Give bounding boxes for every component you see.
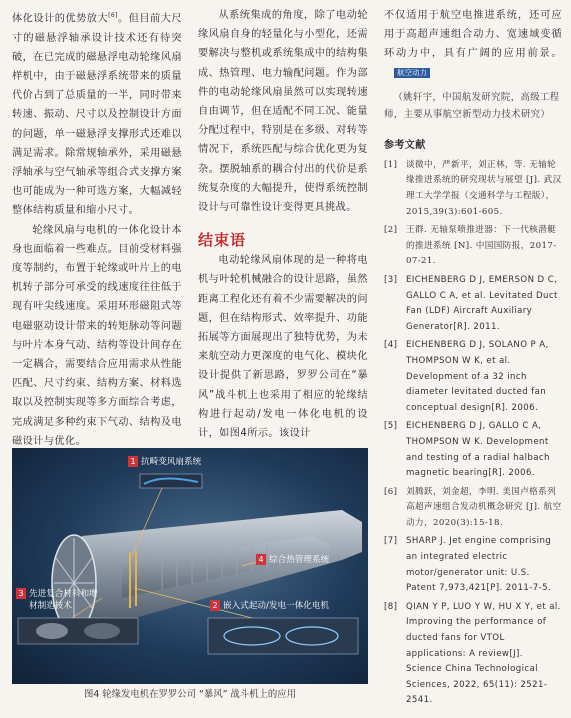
engine-illustration: [12, 448, 368, 684]
reference-item: [384, 273, 562, 335]
reference-list: [384, 158, 562, 709]
figure-caption: 图4 轮缘发电机在罗罗公司 “暴风” 战斗机上的应用: [83, 689, 297, 700]
citation-marker: [6]: [108, 12, 118, 19]
paragraph: 不仅适用于航空电推进系统，还可应用于高超声速组合动力、宽速域变循环动力中，具有广阔的应用前景。航空动力: [384, 10, 562, 77]
reference-item: [384, 534, 562, 596]
paragraph: 电动轮缘风扇体现的是一种将电机与叶轮机械融合的设计思路，虽然距离工程化还有着不少需要解决的问题，但在结构形式、效率提升、功能拓展等方面展现出了独特优势，为未来航空动力更深度的电气化、模块化设计提供了新思路，罗罗公司在“暴风”战斗机上也采用了相应的轮缘结构进行起动/发电一体化电机的设计，如图4所示。该设计: [198, 255, 368, 440]
paragraph: 轮缘风扇与电机的一体化设计本身也面临着一些难点。目前受材料强度等制约，布置于轮缘或叶片上的电机转子部分可承受的线速度往往低于现有叶尖线速度。采用环形磁阻式等电磁驱动设计带来的转矩脉动等问题与叶片本身气动、结构等设计间存在一定耦合，需要结合应用需求从性能匹配、尺寸约束、结构方案、材料选取以及控制实现等多方面综合考虑，完成满足多种约束下气动、结构及电磁设计与优化。: [12, 224, 182, 447]
paragraph: 体化设计的优势放大[6]。但目前大尺寸的磁悬浮轴承设计技术还有待突破，在已完成的磁悬浮电动轮缘风扇样机中，由于磁悬浮系统带来的质量代价占到了总质量的一半，同时带来转速、振动、尺寸以及控制设计方面的问题，单一磁悬浮支撑形式还难以满足需求。除常规轴承外，采用磁悬浮轴承与空气轴承等组合式支撑方案也可能成为一种可选方案，大幅减轻整体结构质量和缩小尺寸。: [12, 12, 182, 217]
callout-integrated-generator: 2 嵌入式起动/发电一体化电机: [210, 600, 329, 612]
reference-item: [384, 158, 562, 220]
reference-number: [8]: [384, 601, 398, 612]
engine-figure: [12, 448, 368, 684]
callout-materials: 3 先进复合材料和增材制造技术: [16, 588, 104, 612]
reference-text: QIAN Y P, LUO Y W, HU X Y, et al. Improving the performance of ducted fans for VTOL applications: A review[J]. Science China Technological Sciences, 2022, 65(11): 2521-2541.: [406, 601, 561, 706]
body-column-2: [198, 6, 368, 443]
reference-item: [384, 223, 562, 270]
reference-text: SHARP J. Jet engine comprising an integrated electric motor/generator unit: U.S. Patent 7,973,421[P]. 2011-7-5.: [406, 536, 552, 594]
callout-thermal-management: 4 综合热管理系统: [256, 554, 329, 566]
body-column-1: [12, 6, 182, 451]
reference-number: [3]: [384, 274, 398, 285]
reference-item: [384, 338, 562, 416]
reference-number: [2]: [384, 225, 398, 236]
reference-item: [384, 419, 562, 481]
reference-item: [384, 485, 562, 532]
reference-number: [6]: [384, 486, 398, 497]
reference-text: EICHENBERG D J, GALLO C A, THOMPSON W K. Development and testing of a radial halbach magnetic bearing[R]. 2006.: [406, 421, 550, 479]
body-column-3: [384, 6, 562, 709]
reference-text: 谈微中，严新平，刘正林，等. 无轴轮缘推进系统的研究现状与展望 [J]. 武汉理工大学学报（交通科学与工程版），2015,39(3):601-605.: [406, 159, 562, 217]
reference-text: 刘腾跃，刘金超，李明. 美国卢格系列高超声速组合发动机概念研究 [J]. 航空动力，2020(3):15-18.: [406, 486, 562, 528]
reference-number: [7]: [384, 536, 398, 547]
section-title: 结束语: [198, 231, 247, 250]
reference-number: [5]: [384, 421, 398, 432]
reference-number: [4]: [384, 340, 398, 351]
reference-item: [384, 600, 562, 709]
callout-fan-system: 1 抗畸变风扇系统: [128, 456, 201, 468]
references-title: 参考文献: [384, 139, 426, 151]
reference-text: EICHENBERG D J, SOLANO P A, THOMPSON W K, et al. Development of a 32 inch diameter levitated ducted fan conceptual design[R]. 2006.: [406, 340, 549, 413]
paragraph: 从系统集成的角度，除了电动轮缘风扇自身的轻量化与小型化，还需要解决与整机或系统集成中的结构集成、热管理、电力输配问题。作为部件的电动轮缘风扇虽然可以实现转速自由调节，但在适配不同工况、能量分配过程中，特别是在多级、对转等情况下，系统匹配与综合优化更为复杂。摆脱轴系的耦合付出的代价是系统复杂度的大幅提升，使得系统控制设计与可靠性设计变得更具挑战。: [198, 10, 368, 214]
author-note: （姚轩宇，中国航发研究院，高级工程师，主要从事航空新型动力技术研究）: [384, 91, 560, 120]
reference-text: EICHENBERG D J, EMERSON D C, GALLO C A, et al. Levitated Duct Fan (LDF) Aircraft Auxiliary Generator[R]. 2011.: [406, 274, 558, 332]
reference-text: 王群. 无轴泵喷推进器：下一代核潜艇的推进系统 [N]. 中国国防报，2017-07-21.: [406, 225, 557, 267]
reference-number: [1]: [384, 159, 398, 170]
generator-inset: [208, 618, 358, 654]
journal-logo: 航空动力: [394, 68, 430, 78]
